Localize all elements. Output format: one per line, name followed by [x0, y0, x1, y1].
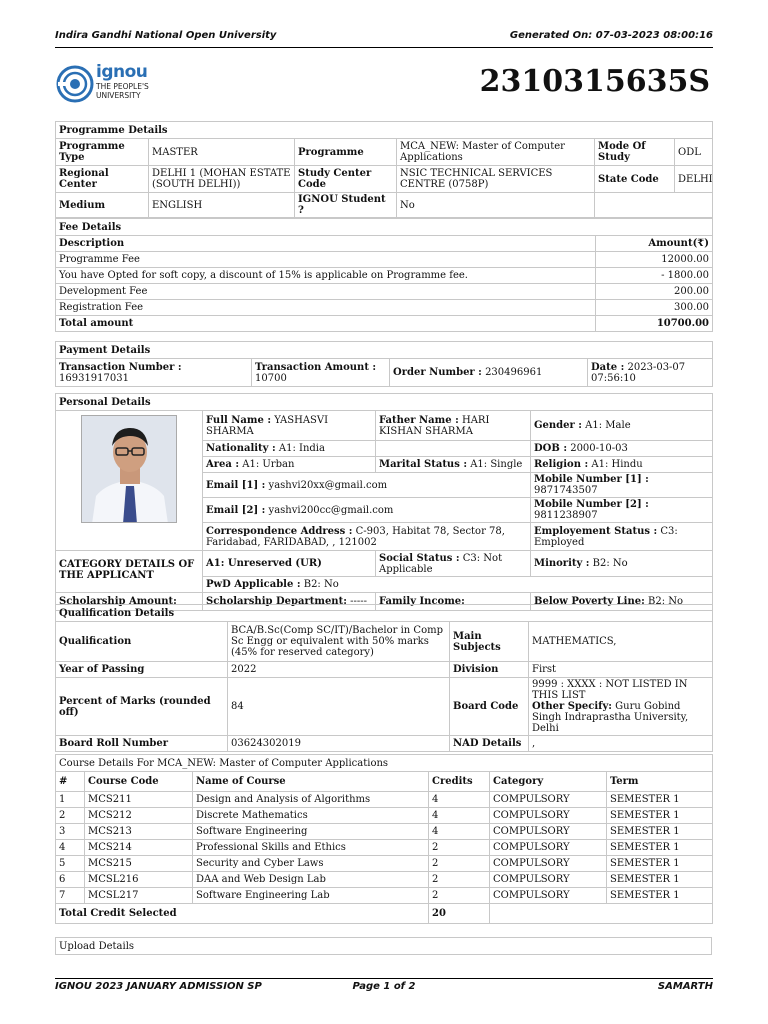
percent-marks: 84 — [228, 678, 450, 736]
table-cell: COMPULSORY — [490, 840, 607, 856]
label: Programme — [295, 139, 397, 166]
desc-header: Description — [56, 236, 596, 252]
applicant-photo — [81, 415, 177, 523]
table-cell: 6 — [56, 872, 85, 888]
table-cell: MCSL216 — [85, 872, 193, 888]
table-cell: Discrete Mathematics — [193, 808, 429, 824]
course-details-table — [55, 754, 713, 924]
table-cell: COMPULSORY — [490, 888, 607, 904]
section-title: Qualification Details — [56, 605, 713, 622]
family-income: Family Income: — [376, 593, 531, 611]
table-cell: Software Engineering Lab — [193, 888, 429, 904]
label: Mode Of Study — [595, 139, 675, 166]
section-title: Fee Details — [56, 219, 713, 236]
mobile-2: Mobile Number [2] : 9811238907 — [531, 498, 713, 523]
ignou-logo — [56, 62, 166, 106]
page-footer — [55, 981, 713, 995]
page-number: Page 1 of 2 — [352, 981, 416, 992]
transaction-number: Transaction Number : 16931917031 — [56, 359, 252, 387]
table-cell: 4 — [429, 792, 490, 808]
total-credit-label: Total Credit Selected — [56, 904, 429, 924]
father-name: Father Name : HARI KISHAN SHARMA — [376, 411, 531, 441]
table-row — [56, 856, 713, 872]
table-cell: COMPULSORY — [490, 872, 607, 888]
mode-of-study: ODL — [675, 139, 713, 166]
programme-details-table — [55, 121, 713, 218]
page-header — [55, 30, 713, 46]
table-cell: SEMESTER 1 — [607, 792, 713, 808]
table-row — [56, 808, 713, 824]
label: Division — [450, 662, 529, 678]
table-cell: SEMESTER 1 — [607, 872, 713, 888]
category-value: A1: Unreserved (UR) — [203, 551, 376, 577]
fee-desc: Development Fee — [56, 284, 596, 300]
table-cell: SEMESTER 1 — [607, 824, 713, 840]
table-cell: Design and Analysis of Algorithms — [193, 792, 429, 808]
logo-wordmark: ignou — [96, 62, 148, 82]
table-cell: 2 — [429, 872, 490, 888]
table-cell: 2 — [429, 856, 490, 872]
label: Year of Passing — [56, 662, 228, 678]
table-cell: 7 — [56, 888, 85, 904]
gender: Gender : A1: Male — [531, 411, 713, 441]
total-label: Total amount — [56, 316, 596, 332]
table-cell: SEMESTER 1 — [607, 856, 713, 872]
footer-left: IGNOU 2023 JANUARY ADMISSION SP — [55, 981, 262, 992]
logo-line2: UNIVERSITY — [96, 91, 141, 100]
label: Medium — [56, 193, 149, 218]
fee-amount: 300.00 — [596, 300, 713, 316]
label: Programme Type — [56, 139, 149, 166]
table-cell: COMPULSORY — [490, 856, 607, 872]
table-row — [56, 888, 713, 904]
fee-amount: 200.00 — [596, 284, 713, 300]
label: Main Subjects — [450, 622, 529, 662]
programme-type: MASTER — [149, 139, 295, 166]
regional-center: DELHI 1 (MOHAN ESTATE (SOUTH DELHI)) — [149, 166, 295, 193]
social-status: Social Status : C3: Not Applicable — [376, 551, 531, 577]
label: IGNOU Student ? — [295, 193, 397, 218]
qualification-details-table — [55, 604, 713, 752]
fee-amount: 12000.00 — [596, 252, 713, 268]
label: Study Center Code — [295, 166, 397, 193]
table-row — [56, 824, 713, 840]
medium: ENGLISH — [149, 193, 295, 218]
state-code: DELHI — [675, 166, 713, 193]
year-of-passing: 2022 — [228, 662, 450, 678]
area: Area : A1: Urban — [203, 457, 376, 473]
table-cell: Professional Skills and Ethics — [193, 840, 429, 856]
division: First — [529, 662, 713, 678]
col-header: Category — [490, 772, 607, 792]
table-cell: SEMESTER 1 — [607, 808, 713, 824]
col-header: Course Code — [85, 772, 193, 792]
application-number: 2310315635S — [479, 64, 710, 99]
footer-right: SAMARTH — [657, 981, 713, 992]
nationality: Nationality : A1: India — [203, 441, 376, 457]
table-cell: MCS215 — [85, 856, 193, 872]
payment-details-table — [55, 341, 713, 387]
transaction-amount: Transaction Amount : 10700 — [252, 359, 390, 387]
correspondence-address: Correspondence Address : C-903, Habitat 78, Sector 78, Faridabad, FARIDABAD, , 121002 — [203, 523, 531, 551]
total-amount: 10700.00 — [596, 316, 713, 332]
table-cell: DAA and Web Design Lab — [193, 872, 429, 888]
below-poverty-line: Below Poverty Line: B2: No — [531, 593, 713, 611]
email-1: Email [1] : yashvi20xx@gmail.com — [203, 473, 531, 498]
label: Percent of Marks (rounded off) — [56, 678, 228, 736]
section-title: Payment Details — [56, 342, 713, 359]
programme-name: MCA_NEW: Master of Computer Applications — [397, 139, 595, 166]
table-cell: 1 — [56, 792, 85, 808]
ignou-student: No — [397, 193, 595, 218]
mobile-1: Mobile Number [1] : 9871743507 — [531, 473, 713, 498]
amount-header: Amount(₹) — [596, 236, 713, 252]
table-cell: MCSL217 — [85, 888, 193, 904]
table-cell: 2 — [429, 888, 490, 904]
section-title: Personal Details — [56, 394, 713, 411]
table-cell: 3 — [56, 824, 85, 840]
photo-cell — [56, 411, 203, 551]
study-center-code: NSIC TECHNICAL SERVICES CENTRE (0758P) — [397, 166, 595, 193]
col-header: Credits — [429, 772, 490, 792]
table-row — [56, 872, 713, 888]
section-title: Programme Details — [56, 122, 713, 139]
university-name: Indira Gandhi National Open University — [55, 30, 277, 41]
full-name: Full Name : YASHASVI SHARMA — [203, 411, 376, 441]
table-cell: MCS213 — [85, 824, 193, 840]
logo-line1: THE PEOPLE'S — [96, 82, 149, 91]
category-label: CATEGORY DETAILS OF THE APPLICANT — [56, 551, 203, 593]
order-number: Order Number : 230496961 — [390, 359, 588, 387]
table-cell: MCS214 — [85, 840, 193, 856]
table-cell: 5 — [56, 856, 85, 872]
main-subjects: MATHEMATICS, — [529, 622, 713, 662]
email-2: Email [2] : yashvi200cc@gmail.com — [203, 498, 531, 523]
col-header: Name of Course — [193, 772, 429, 792]
qualification-value: BCA/B.Sc(Comp SC/IT)/Bachelor in Comp Sc Engg or equivalent with 50% marks (45% for reserved category) — [228, 622, 450, 662]
label: Qualification — [56, 622, 228, 662]
fee-desc: You have Opted for soft copy, a discount of 15% is applicable on Programme fee. — [56, 268, 596, 284]
footer-divider — [55, 978, 713, 979]
table-cell: COMPULSORY — [490, 824, 607, 840]
table-cell: 4 — [429, 808, 490, 824]
minority: Minority : B2: No — [531, 551, 713, 577]
col-header: Term — [607, 772, 713, 792]
table-cell: 2 — [56, 808, 85, 824]
fee-desc: Programme Fee — [56, 252, 596, 268]
employment-status: Employement Status : C3: Employed — [531, 523, 713, 551]
generated-on: Generated On: 07-03-2023 08:00:16 — [509, 30, 713, 41]
table-row — [56, 792, 713, 808]
table-cell: Security and Cyber Laws — [193, 856, 429, 872]
table-cell: COMPULSORY — [490, 792, 607, 808]
table-cell: SEMESTER 1 — [607, 840, 713, 856]
ignou-emblem-icon — [56, 65, 94, 103]
col-header: # — [56, 772, 85, 792]
course-rows — [56, 792, 713, 904]
scholarship-department: Scholarship Department: ----- — [203, 593, 376, 611]
scholarship-amount: Scholarship Amount: — [56, 593, 203, 611]
table-cell: SEMESTER 1 — [607, 888, 713, 904]
header-divider — [55, 47, 713, 48]
pwd-applicable: PwD Applicable : B2: No — [203, 577, 713, 593]
label: Regional Center — [56, 166, 149, 193]
religion: Religion : A1: Hindu — [531, 457, 713, 473]
label: Board Roll Number — [56, 736, 228, 752]
table-cell: Software Engineering — [193, 824, 429, 840]
course-details-title: Course Details For MCA_NEW: Master of Computer Applications — [56, 755, 713, 772]
label: Board Code — [450, 678, 529, 736]
table-cell: MCS212 — [85, 808, 193, 824]
board-roll-number: 03624302019 — [228, 736, 450, 752]
fee-amount: - 1800.00 — [596, 268, 713, 284]
upload-details-table — [55, 937, 712, 955]
nad-details: , — [529, 736, 713, 752]
label: State Code — [595, 166, 675, 193]
dob: DOB : 2000-10-03 — [531, 441, 713, 457]
table-cell: 4 — [429, 824, 490, 840]
table-row — [56, 840, 713, 856]
table-cell: MCS211 — [85, 792, 193, 808]
fee-details-table — [55, 218, 713, 332]
total-credit-value: 20 — [429, 904, 490, 924]
table-cell: 2 — [429, 840, 490, 856]
personal-details-table — [55, 393, 713, 611]
table-cell: COMPULSORY — [490, 808, 607, 824]
marital-status: Marital Status : A1: Single — [376, 457, 531, 473]
table-cell: 4 — [56, 840, 85, 856]
fee-desc: Registration Fee — [56, 300, 596, 316]
label: NAD Details — [450, 736, 529, 752]
upload-details-label: Upload Details — [56, 938, 712, 955]
payment-date: Date : 2023-03-07 07:56:10 — [588, 359, 713, 387]
board-code: 9999 : XXXX : NOT LISTED IN THIS LIST Other Specify: Guru Gobind Singh Indraprastha University, Delhi — [529, 678, 713, 736]
